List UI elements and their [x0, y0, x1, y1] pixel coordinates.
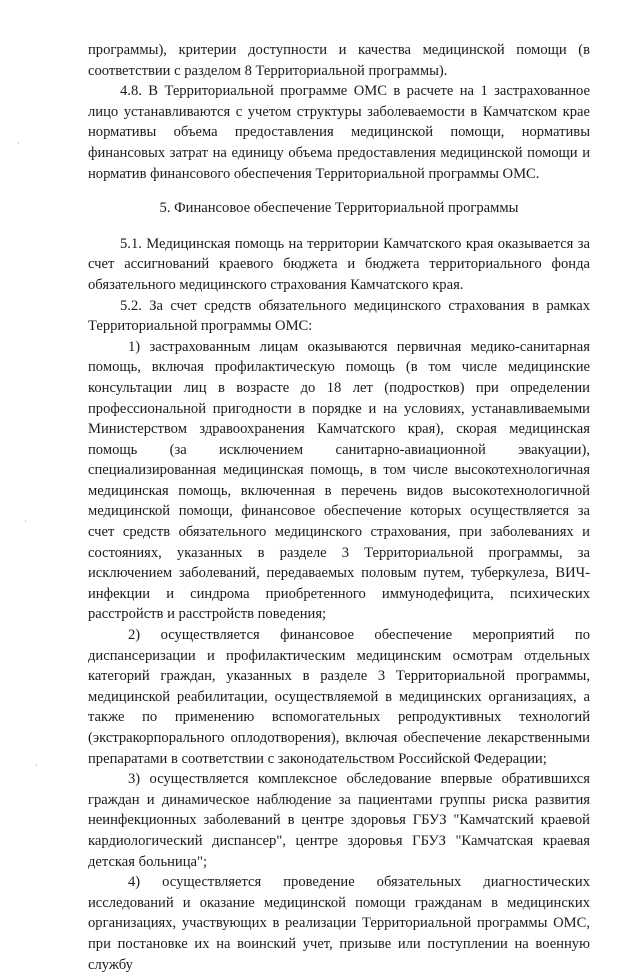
list-item: 2) осуществляется финансовое обеспечение мероприятий по диспансеризации и профилактическим медицинским осмотрам отдельных категорий граждан, указанных в разделе 3 Территориальной программы, медицинской реабилитации, осуществляемой в медицинских организациях, а также по применению вспомогательных репродуктивных технологий (экстракорпорального оплодотворения), включая обеспечение лекарственными препаратами в соответствии с законодательством Российской Федерации;	[88, 627, 590, 767]
list-item: 4) осуществляется проведение обязательных диагностических исследований и оказание медицинской помощи гражданам в медицинских организациях, участвующих в реализации Территориальной программы ОМС, при постановке их на воинский учет, призыве или поступлении на военную службу	[88, 874, 590, 973]
paragraph: 5.1. Медицинская помощь на территории Камчатского края оказывается за счет ассигнований краевого бюджета и бюджета территориального фонда обязательного медицинского страхования Камчатского края.	[88, 235, 590, 293]
paragraph: 5.2. За счет средств обязательного медицинского страхования в рамках Территориальной программы ОМС:	[88, 297, 590, 335]
list-item: 1) застрахованным лицам оказываются первичная медико-санитарная помощь, включая профилактическую помощь (в том числе медицинские консультации лиц в возрасте до 18 лет (подростков) при определении профессиональной пригодности в порядке и на условиях, устанавливаемыми Министерством здравоохранения Камчатского края), скорая медицинская помощь (за исключением санитарно-авиационной эвакуации), специализированная медицинская помощь, в том числе высокотехнологичная медицинская помощь, включенная в перечень видов высокотехнологичной медицинской помощи, финансовое обеспечение которых осуществляется за счет средств обязательного медицинского страхования, при заболеваниях и состояниях, указанных в разделе 3 Территориальной программы, за исключением заболеваний, передаваемых половым путем, туберкулеза, ВИЧ-инфекции и синдрома приобретенного иммунодефицита, психических расстройств и расстройств поведения;	[88, 338, 590, 623]
document-body	[88, 40, 590, 975]
scan-speck: ·	[17, 139, 20, 149]
scan-speck: ·	[24, 517, 27, 527]
list-item: 3) осуществляется комплексное обследование впервые обратившихся граждан и динамическое наблюдение за пациентами группы риска развития неинфекционных заболеваний в центре здоровья ГБУЗ "Камчатский краевой кардиологический диспансер", центре здоровья ГБУЗ "Камчатская краевая детская больница";	[88, 771, 590, 870]
section-heading: 5. Финансовое обеспечение Территориальной программы	[159, 200, 519, 217]
paragraph: 4.8. В Территориальной программе ОМС в расчете на 1 застрахованное лицо устанавливаются с учетом структуры заболеваемости в Камчатском крае нормативы объема предоставления медицинской помощи, нормативы финансовых затрат на единицу объема предоставления медицинской помощи и норматив финансового обеспечения Территориальной программы ОМС.	[88, 83, 590, 182]
paragraph: программы), критерии доступности и качества медицинской помощи (в соответствии с разделом 8 Территориальной программы).	[88, 42, 590, 79]
scan-speck: ·	[35, 761, 38, 771]
